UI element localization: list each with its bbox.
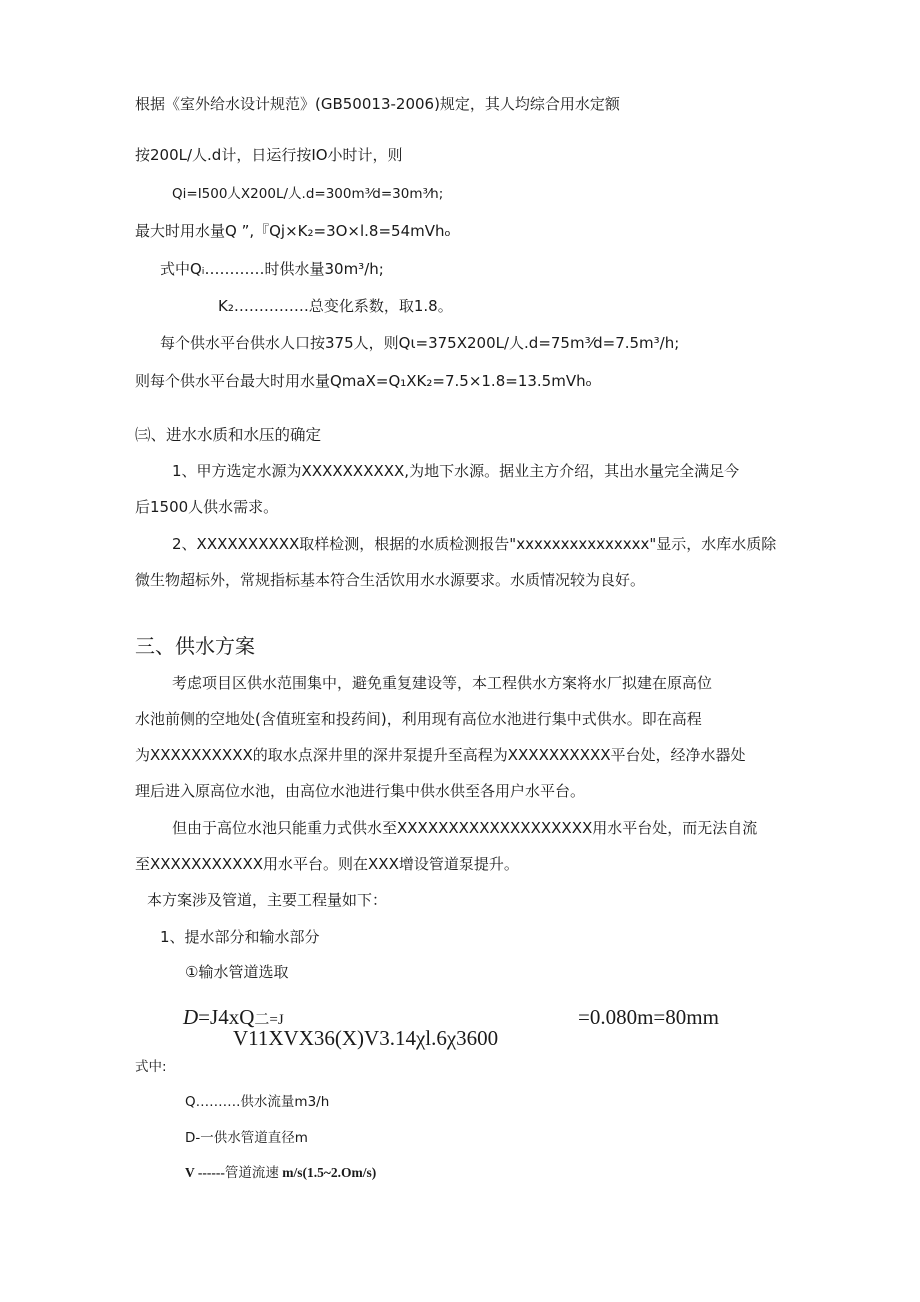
variable-v-unit: m/s(1.5~2.Om/s) (278, 1165, 377, 1180)
paragraph-line: 本方案涉及管道，主要工程量如下： (147, 891, 388, 909)
formula-mid: 二=J (254, 1012, 284, 1028)
variable-v-text: 管道流速 (224, 1165, 279, 1181)
paragraph-line: 考虑项目区供水范围集中，避免重复建设等，本工程供水方案将水厂拟建在原高位 (172, 674, 713, 692)
text-line: 每个供水平台供水人口按375人，则Qι=375X200L/人.d=75m³⁄d=7.5m³/h; (160, 334, 680, 352)
list-subitem: ①输水管道选取 (185, 963, 289, 981)
paragraph-line: 理后进入原高位水池，由高位水池进行集中供水供至各用户水平台。 (135, 782, 586, 800)
formula-result: =0.080m=80mm (578, 1005, 719, 1029)
paragraph-line: 但由于高位水池只能重力式供水至XXXXXXXXXXXXXXXXXXX用水平台处，而无法自流 (172, 819, 758, 837)
section-heading: ㈢、进水水质和水压的确定 (135, 426, 322, 444)
text-line: 式中Qᵢ…………时供水量30m³/h; (160, 260, 384, 278)
text-line: 则每个供水平台最大时用水量QmaX=Q₁XK₂=7.5×1.8=13.5mVhₒ (135, 372, 592, 390)
formula-denominator: V11XVX36(X)V3.14χl.6χ3600 (233, 1026, 499, 1050)
paragraph-line: 后1500人供水需求。 (135, 498, 279, 516)
variable-list-heading: 式中: (135, 1059, 167, 1075)
list-item: 1、提水部分和输水部分 (160, 928, 320, 946)
text-line: K₂……………总变化系数，取1.8。 (218, 297, 453, 315)
paragraph-line: 水池前侧的空地处(含值班室和投药间)，利用现有高位水池进行集中式供水。即在高程 (135, 710, 702, 728)
formula-d-symbol: D (183, 1005, 199, 1029)
paragraph-line: 为XXXXXXXXXX的取水点深井里的深井泵提升至高程为XXXXXXXXXX平台处，经净水器处 (135, 746, 746, 764)
paragraph-line: 2、XXXXXXXXXX取样检测，根据的水质检测报告"xxxxxxxxxxxxxxx"显示，水库水质除 (172, 535, 777, 553)
text-line: 按200L/人.d计，日运行按IO小时计，则 (135, 146, 403, 164)
variable-line (185, 1163, 376, 1183)
variable-line: Q……….供水流量m3/h (185, 1094, 330, 1110)
paragraph-line: 1、甲方选定水源为XXXXXXXXXX,为地下水源。据业主方介绍，其出水量完全满足今 (172, 462, 740, 480)
section-title: 三、供水方案 (135, 634, 255, 658)
paragraph-line: 至XXXXXXXXXXX用水平台。则在XXX增设管道泵提升。 (135, 855, 519, 873)
variable-line: D-一供水管道直径m (185, 1130, 308, 1146)
formula-line: Qi=I500人X200L/人.d=300m³⁄d=30m³⁄h; (172, 186, 444, 202)
variable-v-symbol: V ------ (185, 1165, 225, 1180)
text-line: 根据《室外给水设计规范》(GB50013-2006)规定，其人均综合用水定额 (135, 95, 620, 113)
paragraph-line: 微生物超标外，常规指标基本符合生活饮用水水源要求。水质情况较为良好。 (135, 571, 646, 589)
formula-left: =J4xQ (198, 1005, 255, 1029)
text-line: 最大时用水量Q ”,『Qj×K₂=3O×l.8=54mVhₒ (135, 222, 451, 240)
